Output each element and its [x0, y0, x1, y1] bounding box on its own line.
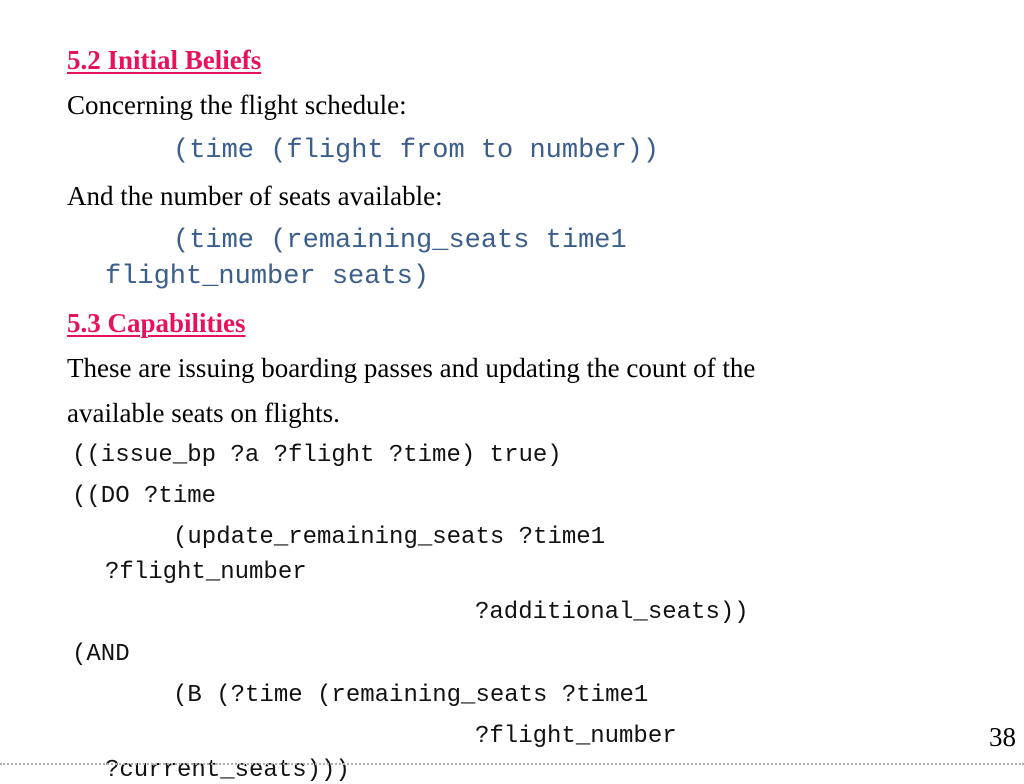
code-remaining-seats-belief-line-2: flight_number seats) — [105, 262, 430, 292]
section-heading-initial-beliefs: 5.2 Initial Beliefs — [67, 45, 262, 75]
section-heading-capabilities: 5.3 Capabilities — [67, 308, 246, 338]
code-line: ?flight_number — [475, 723, 677, 750]
code-flight-belief: (time (flight from to number)) — [173, 136, 660, 166]
code-line: (B (?time (remaining_seats ?time1 — [173, 682, 649, 709]
text-capabilities-para-2: available seats on flights. — [67, 398, 340, 428]
code-line: ?additional_seats)) — [475, 599, 749, 626]
code-line: ?flight_number — [105, 559, 307, 586]
text-flight-schedule: Concerning the flight schedule: — [67, 90, 407, 120]
code-line: ((issue_bp ?a ?flight ?time) true) — [72, 442, 562, 469]
code-line: (update_remaining_seats ?time1 — [173, 524, 606, 551]
code-remaining-seats-belief-line-1: (time (remaining_seats time1 — [173, 226, 627, 256]
code-line: ?current_seats))) — [105, 757, 350, 784]
text-seats-available: And the number of seats available: — [67, 181, 443, 211]
bottom-divider — [0, 763, 1024, 765]
code-line: ((DO ?time — [72, 483, 217, 510]
code-line: (AND — [72, 641, 130, 668]
text-capabilities-para-1: These are issuing boarding passes and updating the count of the — [67, 353, 756, 383]
page-number: 38 — [989, 722, 1016, 752]
